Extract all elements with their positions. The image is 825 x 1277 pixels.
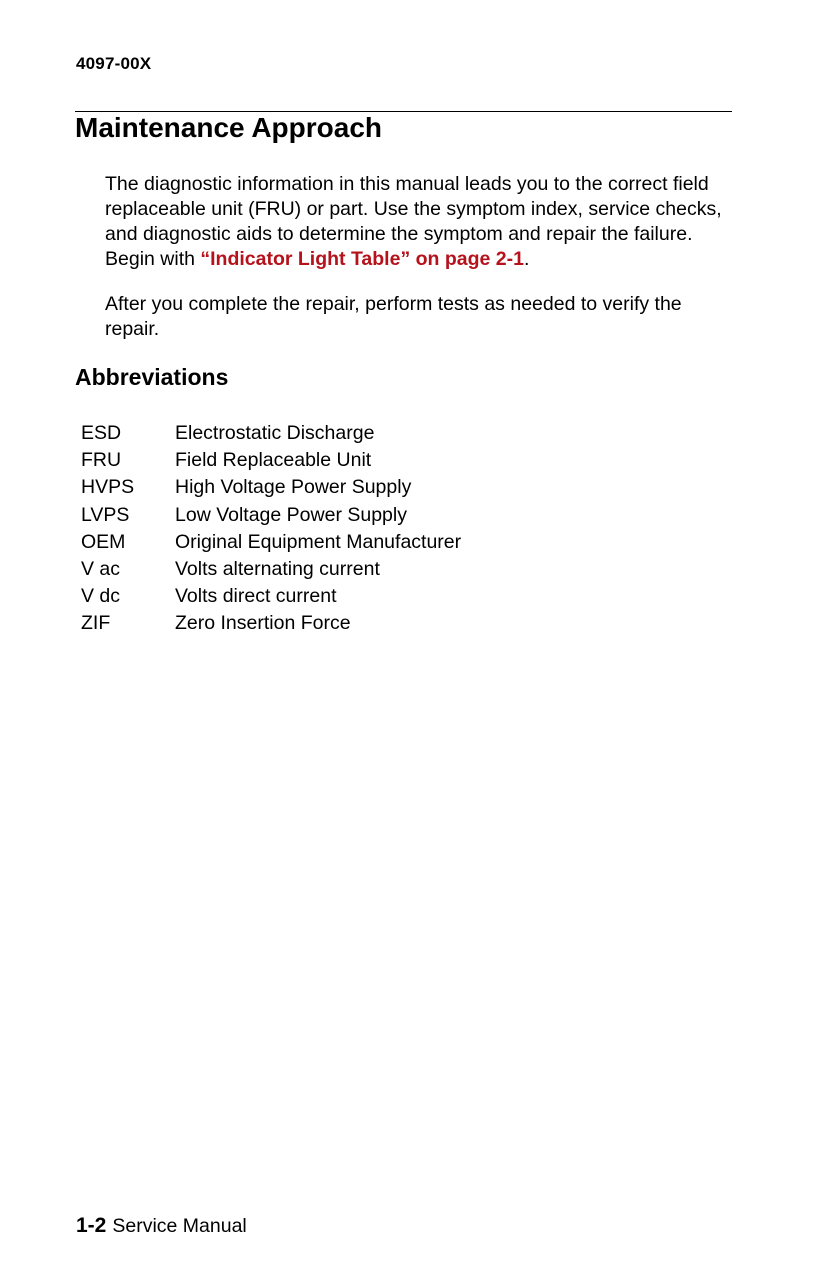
manual-title: Service Manual	[112, 1215, 247, 1237]
abbreviation-definition: Zero Insertion Force	[175, 612, 351, 635]
abbreviation-definition: Field Replaceable Unit	[175, 449, 372, 472]
abbreviation-definition: Volts direct current	[175, 585, 337, 608]
abbreviation-row	[81, 530, 461, 557]
abbreviation-row	[81, 503, 461, 530]
abbreviation-row	[81, 421, 461, 448]
abbreviation-term: FRU	[81, 449, 122, 472]
abbreviations-list	[81, 421, 461, 639]
intro-paragraph	[105, 172, 735, 272]
abbreviation-definition: Volts alternating current	[175, 557, 380, 580]
intro-paragraph-text: The diagnostic information in this manual leads you to the correct field replaceable unit (FRU) or part. Use the symptom index, service checks, and diagnostic aids to determine the symptom and repair the failure. Begin with	[105, 173, 722, 270]
section-title: Maintenance Approach	[75, 112, 383, 143]
abbreviation-term: HVPS	[81, 476, 135, 499]
abbreviations-title: Abbreviations	[75, 364, 229, 390]
abbreviation-term: V ac	[81, 557, 121, 580]
abbreviation-definition: High Voltage Power Supply	[175, 476, 412, 499]
abbreviation-term: ZIF	[81, 612, 111, 635]
abbreviation-row	[81, 448, 461, 475]
abbreviation-term: OEM	[81, 530, 126, 553]
abbreviation-term: ESD	[81, 422, 122, 444]
abbreviation-definition: Original Equipment Manufacturer	[175, 530, 462, 553]
abbreviation-definition: Electrostatic Discharge	[175, 422, 375, 444]
intro-paragraph-end: .	[523, 248, 530, 270]
indicator-light-table-link[interactable]: “Indicator Light Table” on page 2-1	[200, 248, 524, 270]
abbreviation-row	[81, 557, 461, 584]
abbreviation-term: V dc	[81, 585, 121, 608]
abbreviation-definition: Low Voltage Power Supply	[175, 503, 407, 526]
abbreviation-term: LVPS	[81, 503, 130, 526]
abbreviation-row	[81, 475, 461, 502]
page-footer	[76, 1213, 247, 1239]
abbreviation-row	[81, 584, 461, 611]
repair-paragraph: After you complete the repair, perform tests as needed to verify the repair.	[105, 293, 682, 340]
abbreviation-row	[81, 611, 461, 638]
page-number: 1-2	[76, 1214, 107, 1237]
model-number: 4097-00X	[76, 54, 152, 73]
